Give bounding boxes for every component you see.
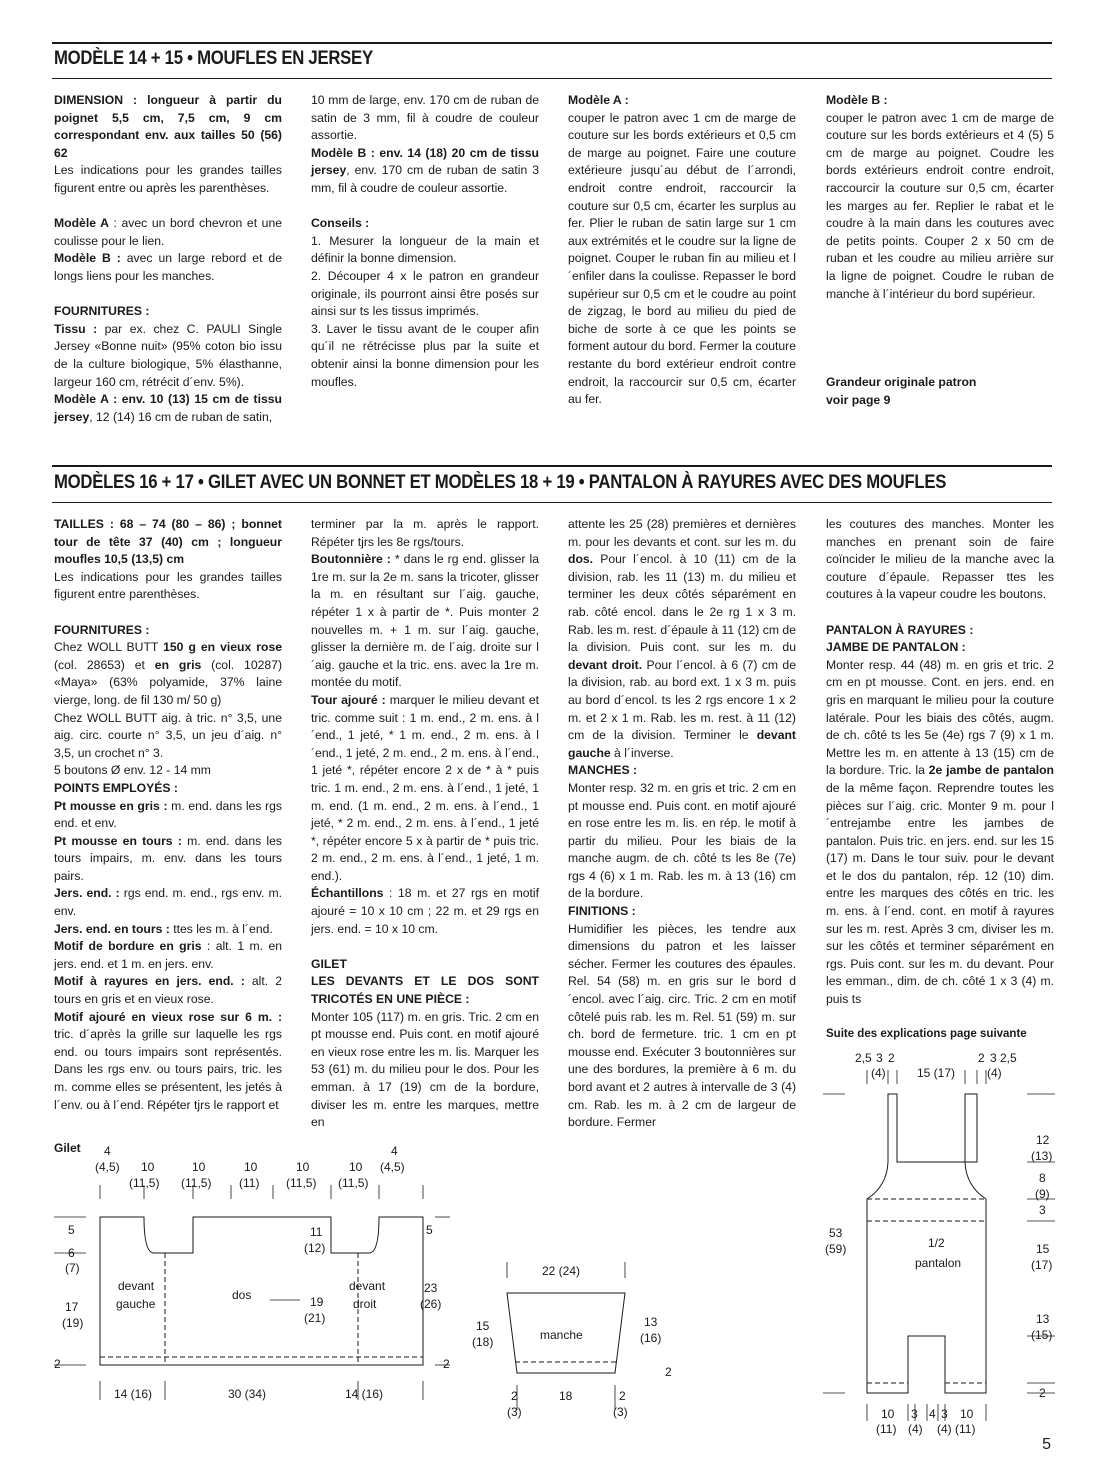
dim-label: 2 — [1039, 1386, 1046, 1400]
dim-label: (11,5) — [286, 1176, 317, 1190]
pantalon-schematic — [815, 1036, 1065, 1436]
echantillons-text: : 18 m. et 27 rgs en motif ajouré = 10 x 10 cm ; 22 m. et 29 rgs en jers. end. = 10 x 10 cm. — [311, 886, 539, 936]
modele-a-heading: Modèle A : — [568, 93, 629, 107]
piece-label: pantalon — [915, 1256, 962, 1270]
dim-label: 15 — [1036, 1242, 1050, 1256]
dim-label: (26) — [420, 1297, 442, 1311]
fourniture-text-a: Chez WOLL BUTT — [54, 640, 164, 655]
fournitures-heading: FOURNITURES : — [54, 304, 150, 319]
devants-text: Monter 105 (117) m. en gris. Tric. 2 cm en pt mousse end. Puis cont. en motif ajouré en vieux rose entre les m. lis. Marquer les 53 (61) m. du milieu pour le dos. Pour les emman. à 17 (19) cm de la bordure, diviser les m. entre les marques, mettre en — [311, 1009, 539, 1130]
piece-label: droit — [353, 1297, 377, 1311]
boutonniere-label: Boutonnière : — [311, 552, 391, 567]
dim-label: 22 (24) — [542, 1264, 581, 1278]
section2-column3 — [568, 516, 796, 1132]
section2-column2 — [311, 516, 539, 1132]
dim-label: 2,5 — [1000, 1051, 1017, 1065]
modele-b-label: Modèle B : — [54, 251, 121, 266]
manche-schematic — [460, 1250, 690, 1430]
dim-label: 5 — [68, 1223, 75, 1237]
ruban-continuation: 10 mm de large, env. 170 cm de ruban de satin de 3 mm, fil à coudre de couleur assortie. — [311, 93, 539, 143]
modele-a-text: : avec un bord chevron et une coulisse pour le lien. — [54, 216, 283, 248]
tissu-label: Tissu : — [54, 321, 98, 336]
dim-label: (11) — [239, 1176, 260, 1190]
finitions-heading: FINITIONS : — [568, 904, 636, 919]
dim-label: 10 — [881, 1407, 895, 1421]
dim-label: 2 — [978, 1051, 985, 1065]
section1-column1 — [54, 92, 282, 426]
tissu-text: par ex. chez C. PAULI Single Jersey «Bonne nuit» (95% coton bio issu de la culture biologique, 5% élasthanne, largeur 160 cm, rétrécit d´env. 5%). — [54, 321, 282, 389]
dim-label: (21) — [304, 1311, 326, 1325]
rapport-continuation: terminer par la m. après le rapport. Répéter tjrs les 8e rgs/tours. — [311, 517, 539, 549]
dim-label: 30 (34) — [228, 1387, 267, 1401]
boutonniere-text: * dans le rg end. glisser la 1re m. sur la 2e m. sans la tricoter, glisser la m. en résultant sur l´aig. gauche, répéter 1 x à partir de *. Puis monter 2 nouvelles m. + 1 m. sur l´aig. gauche, glisser la dernière m. de l´aig. droite sur l´aig. gauche et la tric. ens. avec la 1re m. montée du motif. — [311, 552, 539, 690]
gilet-diagram-title: Gilet — [54, 1141, 81, 1155]
dim-label: (4,5) — [380, 1160, 405, 1174]
fourniture-boutons: 5 boutons Ø env. 12 - 14 mm — [54, 763, 211, 778]
dim-label: 2 — [665, 1365, 672, 1379]
section1-title-underline — [52, 78, 1052, 79]
point-label: Pt mousse en tours : — [54, 833, 182, 848]
dim-label: (12) — [304, 1241, 326, 1255]
dim-label: 15 — [476, 1319, 490, 1333]
section2-title-underline — [52, 502, 1052, 503]
dim-label: 3 — [1039, 1203, 1046, 1217]
coutures-continuation: les coutures des manches. Monter les manches en prenant soin de faire coïncider le milieu de la manche avec la couture d´épaule. Repasser ttes les coutures à la vapeur coudre les boutons. — [826, 517, 1054, 602]
tour-ajoure-text: marquer le milieu devant et tric. comme suit : 1 m. end., 2 m. ens. à l´end., 1 jeté, * 1 m. end., 2 m. ens. à l´end., 1 jeté, 2 m. end., 2 m. ens. à l´end., 1 jeté *, répéter encore 2 x de * à * puis tric. 1 m. end., 2 m. ens. à l´end., 1 jeté, 1 m. end. (1 m. end., 2 m. ens. à l´end., 1 jeté, * 2 m. end., 2 m. ens. à l´end., 1 jeté *, répéter encore 5 x à partir de * puis tric. 2 m. end., 2 m. ens. à l´end., 1 jeté, 1 m. end.). — [311, 692, 539, 883]
dos-label: dos. — [568, 552, 594, 567]
devant-droit-text: Pour l´encol. à 6 (7) cm de la division, rab. au bord ext. 1 x 3 m. puis au bord d´encol. ts les 2 rgs encore 1 x 2 m. et 2 x 1 m. Rab. les m. rest. à 11 (12) cm de la division. Terminer le — [568, 657, 796, 743]
piece-label: manche — [540, 1328, 583, 1342]
piece-label: dos — [232, 1288, 252, 1302]
dim-label: 5 — [426, 1223, 433, 1237]
piece-label: devant — [349, 1279, 386, 1293]
modele-b-fournitures-rest: , env. 170 cm de ruban de satin 3 mm, fil à coudre de couleur assortie. — [311, 163, 539, 195]
dim-label: 10 — [960, 1407, 974, 1421]
section1-column2 — [311, 92, 539, 391]
dim-label: 10 — [244, 1160, 258, 1174]
dim-label: (4) — [871, 1066, 886, 1080]
deuxieme-jambe-label: 2e jambe de pantalon — [928, 763, 1054, 778]
point-label: Motif à rayures en jers. end. : — [54, 974, 245, 989]
dim-label: 6 — [68, 1246, 75, 1260]
patron-note-line2: voir page 9 — [826, 392, 891, 407]
fourniture-text-c: (col. 28653) et — [54, 657, 155, 672]
dim-label: (4,5) — [95, 1160, 120, 1174]
dim-label: 10 — [192, 1160, 206, 1174]
dim-label: (16) — [640, 1331, 662, 1345]
dim-label: 3 — [876, 1051, 883, 1065]
dim-label: (17) — [1031, 1258, 1053, 1272]
section2-title: MODÈLES 16 + 17 • GILET AVEC UN BONNET ET MODÈLES 18 + 19 • PANTALON À RAYURES AVEC DES MOUFLES — [54, 472, 947, 493]
fournitures2-heading: FOURNITURES : — [54, 622, 150, 637]
dim-label: (13) — [1031, 1149, 1053, 1163]
dim-label: 17 — [65, 1300, 79, 1314]
devant-gauche-label: devant gauche — [568, 728, 796, 760]
fourniture-aiguilles: Chez WOLL BUTT aig. à tric. n° 3,5, une aig. circ. courte n° 3,5, un jeu d´aig. n° 3,5, un crochet n° 3. — [54, 710, 282, 760]
point-label: Jers. end. : — [54, 886, 120, 901]
dim-label: 4 — [929, 1407, 936, 1421]
patron-note-line1: Grandeur originale patron — [826, 375, 977, 389]
piece-label: devant — [118, 1279, 155, 1293]
dim-label: (7) — [65, 1261, 80, 1275]
gilet-heading: GILET — [311, 956, 347, 971]
dim-label: (18) — [472, 1335, 494, 1349]
dim-label: (4) — [908, 1422, 923, 1436]
dim-label: (11) — [876, 1422, 897, 1436]
dim-label: 19 — [310, 1295, 324, 1309]
dim-label: 10 — [296, 1160, 310, 1174]
dim-label: (15) — [1031, 1328, 1053, 1342]
dim-label: 14 (16) — [345, 1387, 384, 1401]
point-label: Jers. end. en tours : — [54, 921, 170, 936]
fourniture-vieux-rose: 150 g en vieux rose — [163, 640, 282, 655]
dim-label: (3) — [613, 1405, 628, 1419]
section1-column4 — [826, 92, 1054, 407]
page-number: 5 — [1042, 1436, 1051, 1453]
modele-a-label: Modèle A — [54, 216, 109, 231]
dim-label: (4) — [987, 1066, 1002, 1080]
section2-top-rule — [52, 465, 1052, 467]
dim-label: 13 — [644, 1315, 658, 1329]
dim-label: 18 — [559, 1389, 573, 1403]
modele-b-heading: Modèle B : — [826, 93, 888, 107]
dim-label: 2 — [511, 1389, 518, 1403]
gilet-schematic — [40, 1135, 460, 1435]
point-label: Motif ajouré en vieux rose sur 6 m. : — [54, 1009, 282, 1024]
point-text: alt. 2 tours en gris et en vieux rose. — [54, 974, 282, 1007]
point-label: Pt mousse en gris : — [54, 798, 168, 813]
fourniture-text-e: (col. 10287) «Maya» (63% polyamide, 37% laine vierge, long. de fil 130 m/ 50 g) — [54, 657, 283, 707]
tailles-heading: TAILLES : 68 – 74 (80 – 86) ; bonnet tour de tête 37 (40) cm ; longueur moufles 10,5 (13,5) cm — [54, 517, 282, 567]
dim-label: (9) — [1035, 1187, 1050, 1201]
points-heading: POINTS EMPLOYÉS : — [54, 780, 178, 795]
point-label: Motif de bordure en gris — [54, 939, 202, 954]
top-rule — [52, 42, 1052, 44]
modele-b-text: avec un large rebord et de longs liens pour les manches. — [54, 251, 282, 283]
dim-label: 11 — [310, 1225, 323, 1239]
manches-heading: MANCHES : — [568, 763, 638, 778]
modele-b-fournitures: Modèle B : env. 14 (18) 20 cm de tissu jersey — [311, 145, 539, 178]
section2-column1 — [54, 516, 282, 1114]
dim-label: 23 — [424, 1281, 438, 1295]
dos-text: attente les 25 (28) premières et dernières m. pour les devants et cont. sur les m. du — [568, 517, 796, 549]
dim-label: 3 — [941, 1407, 948, 1421]
devant-droit-label: devant droit. — [568, 657, 643, 672]
tour-ajoure-label: Tour ajouré : — [311, 692, 386, 707]
point-text: : alt. 1 m. en jers. end. et 1 m. en jers. env. — [54, 939, 282, 971]
pantalon-outline — [867, 1094, 986, 1393]
dim-label: 2 — [619, 1389, 626, 1403]
dim-label: 3 — [911, 1407, 918, 1421]
inverse-text: à l´inverse. — [610, 745, 674, 760]
dim-label: 13 — [1036, 1312, 1050, 1326]
echantillons-label: Échantillons — [311, 886, 384, 901]
point-text: tric. d´après la grille sur laquelle les rgs end. ou tours impairs sont représentés. Dans les rgs env. ou tours pairs, tric. les m. comme elles se présentent, les jetés à l´env. ou à l´end. Répéter tjrs le rapport et — [54, 1027, 282, 1112]
dim-label: 2,5 — [855, 1051, 872, 1065]
piece-label: 1/2 — [928, 1236, 945, 1250]
section1-title: MODÈLE 14 + 15 • MOUFLES EN JERSEY — [54, 48, 373, 69]
devants-heading: LES DEVANTS ET LE DOS SONT TRICOTÉS EN UNE PIÈCE : — [311, 974, 539, 1007]
conseil-2: 2. Découper 4 x le patron en grandeur originale, ils pourront ainsi être posés sur ainsi sur ts les tissus imprimés. — [311, 268, 539, 319]
modele-a-env-rest: , 12 (14) 16 cm de ruban de satin, — [89, 409, 273, 424]
manches-text: Monter resp. 32 m. en gris et tric. 2 cm en pt mousse end. Puis cont. en motif ajouré en rose entre les m. lis. en rép. le motif à partir du milieu. Pour les biais de la manche augm. de ch. côté ts les 8e (7e) rgs 4 (6) x 1 m. Rab. les m. à 13 (16) cm de la bordure. — [568, 780, 796, 901]
point-text: rgs end. m. end., rgs env. m. env. — [54, 886, 282, 919]
dim-label: 2 — [54, 1357, 61, 1371]
encolure-text: Pour l´encol. à 10 (11) cm de la division, rab. les 11 (13) m. du milieu et terminer les deux côtés séparément en rab. côté encol. dans le 2e rg 1 x 3 m. Rab. les m. rest. d´épaule à 11 (12) cm de la division. Puis cont. sur les m. du — [568, 552, 796, 655]
dim-label: (11) — [955, 1422, 976, 1436]
dim-label: 10 — [141, 1160, 155, 1174]
pantalon-heading: PANTALON À RAYURES : — [826, 622, 974, 637]
modele-a-env: Modèle A : env. 10 (13) 15 cm de tissu jersey — [54, 392, 282, 424]
modele-b-instructions: couper le patron avec 1 cm de marge de couture sur les bords extérieurs et 4 (5) 5 cm de marge au poignet. Coudre les bords extérieurs endroit contre endroit, raccourcir la couture sur 0,5 cm, écarter les marges au fer. Replier le rabat et le coudre à la main dans les coutures avec de petits points. Couper 2 x 50 cm de ruban et les coudre au milieu arrière sur la ligne de poignet. Coudre le ruban de manche à l´intérieur du bord supérieur. — [826, 110, 1054, 301]
finitions-text: Humidifier les pièces, les tendre aux dimensions du patron et les laisser sécher. Fermer les coutures des épaules. Rel. 54 (58) m. en gris sur le bord d´encol. avec l´aig. circ. Tric. 2 cm en motif côtelé puis rab. les m. Rel. 51 (59) m. sur ch. bord de fermeture. tric. 1 cm en pt mousse end. Exécuter 3 boutonnières sur une des bordures, la première à 6 m. du bord avant et 2 autres à intervalle de 3 (4) cm. Rab. les m. à 2 cm de largeur de bordure. Fermer — [568, 921, 796, 1130]
dimension-heading: DIMENSION : longueur à partir du poignet 5,5 cm, 7,5 cm, 9 cm correspondant env. aux tailles 50 (56) 62 — [54, 93, 282, 160]
conseil-3: 3. Laver le tissu avant de le couper afin qu´il ne rétrécisse plus par la suite et obtenir ainsi la bonne dimension pour les moufles. — [311, 321, 539, 389]
jambe-heading: JAMBE DE PANTALON : — [826, 640, 966, 655]
modele-a-instructions: couper le patron avec 1 cm de marge de couture sur les bords extérieurs et 0,5 cm de marge au poignet. Faire une couture extérieure jusqu´au début de l´arrondi, endroit contre endroit, raccourcir la couture sur 0,5 cm, écarter les surplus au fer. Plier le ruban de satin large sur 1 cm aux extrémités et le coudre sur la ligne de poignet. Couper le ruban fin au milieu et l´enfiler dans la coulisse. Repasser le bord supérieur sur 0,5 cm et le coudre au point de zigzag, le bord au milieu du pied de biche de sorte à ce que les points se forment autour du bord. Fermer la couture restante du bord extérieur endroit contre endroit, la raccourcir sur 0,5 cm, écarter au fer. — [568, 110, 796, 407]
section2-column4 — [826, 516, 1054, 1044]
dim-label: (11,5) — [129, 1176, 160, 1190]
jambe-text-1: Monter resp. 44 (48) m. en gris et tric. 2 cm en pt mousse. Cont. en jers. end. en gris en marquant le milieu pour la couture latérale. Pour les biais des côtés, augm. de ch. côté ts les 5e (4e) rgs 7 (9) x 1 m. Mettre les m. en attente à 13 (15) cm de la bordure. Tric. la — [826, 657, 1054, 778]
dim-label: (3) — [507, 1405, 522, 1419]
tailles-note: Les indications pour les grandes tailles figurent entre parenthèses. — [54, 569, 282, 602]
dim-label: 2 — [443, 1357, 450, 1371]
dim-label: 4 — [104, 1144, 111, 1158]
conseil-1: 1. Mesurer la longueur de la main et définir la bonne dimension. — [311, 233, 539, 266]
suite-note: Suite des explications page suivante — [826, 1028, 1027, 1041]
point-text: ttes les m. à l´end. — [169, 921, 273, 936]
dim-label: (4) — [937, 1422, 952, 1436]
dimension-note: Les indications pour les grandes tailles figurent entre ou après les parenthèses. — [54, 163, 282, 195]
dim-label: 8 — [1039, 1171, 1046, 1185]
dim-label: 12 — [1036, 1133, 1050, 1147]
point-text: m. end. dans les rgs end. et env. — [54, 798, 282, 831]
jambe-text-2: de la même façon. Reprendre toutes les pièces sur l´aig. cric. Monter 9 m. pour l´entrejambe entre les jambes de pantalon. Puis tric. en jers. end. sur les 15 (17) m. Dans le tour suiv. pour le devant et le dos du pantalon, rép. 12 (10) dim. entre les marques des côtés en tric. les m. ens. à l´end. cont. en motif à rayures sur les m. rest. Après 3 cm, diviser les m. sur les côtés et terminer séparément en rgs. Puis cont. sur les m. du devant. Pour les emman., dim. de ch. côté 1 x 3 (4) m. puis ts — [826, 780, 1054, 1007]
conseils-heading: Conseils : — [311, 216, 370, 231]
piece-label: gauche — [116, 1297, 156, 1311]
dim-label: (11,5) — [181, 1176, 212, 1190]
dim-label: 15 (17) — [917, 1066, 956, 1080]
dim-label: 4 — [391, 1144, 398, 1158]
dim-label: (11,5) — [338, 1176, 369, 1190]
section1-column3 — [568, 92, 796, 409]
point-text: m. end. dans les tours impairs, m. env. dans les tours pairs. — [54, 833, 283, 883]
dim-label: (19) — [62, 1316, 84, 1330]
dim-label: (59) — [825, 1242, 847, 1256]
dim-label: 53 — [829, 1226, 843, 1240]
fourniture-gris: en gris — [154, 657, 202, 672]
dim-label: 14 (16) — [114, 1387, 153, 1401]
dim-label: 10 — [349, 1160, 363, 1174]
dim-label: 3 — [990, 1051, 997, 1065]
dim-label: 2 — [888, 1051, 895, 1065]
